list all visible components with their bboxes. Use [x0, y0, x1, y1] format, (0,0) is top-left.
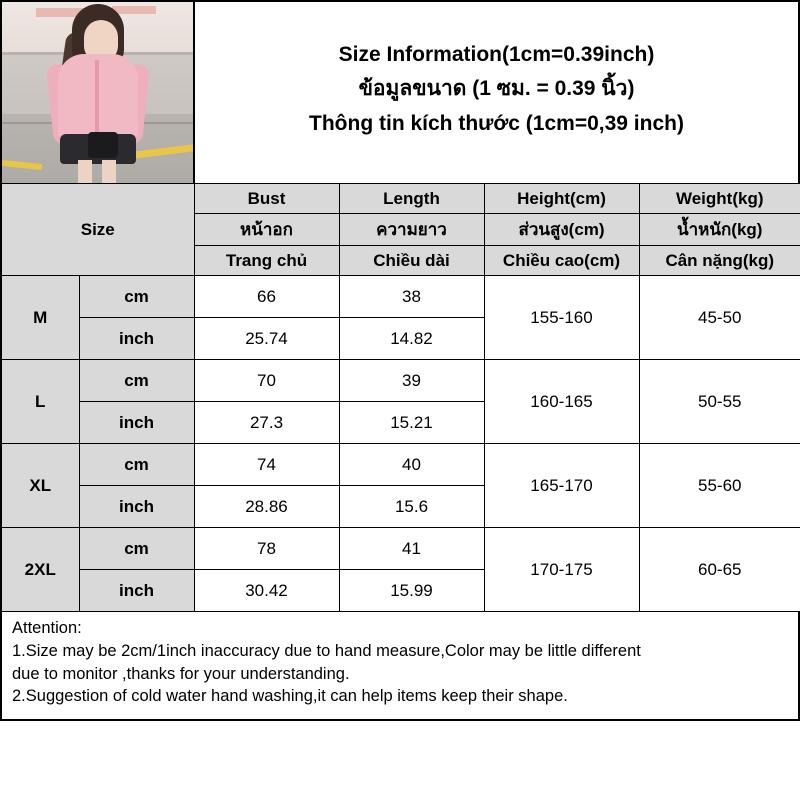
title-line-en: Size Information(1cm=0.39inch): [338, 43, 655, 67]
cell-weight: 55-60: [639, 444, 800, 528]
row-size-label: 2XL: [1, 528, 79, 612]
col-header-length-vi: Chiều dài: [339, 246, 484, 276]
row-unit-inch: inch: [79, 486, 194, 528]
cell-length-cm: 38: [339, 276, 484, 318]
cell-length-inch: 14.82: [339, 318, 484, 360]
col-header-weight-vi: Cân nặng(kg): [639, 246, 800, 276]
cell-length-cm: 40: [339, 444, 484, 486]
table-row: [1, 444, 800, 486]
cell-length-inch: 15.6: [339, 486, 484, 528]
cell-height: 155-160: [484, 276, 639, 360]
table-row: [1, 276, 800, 318]
photo-floor-marking: [2, 160, 42, 170]
header: [0, 0, 800, 183]
row-unit-inch: inch: [79, 570, 194, 612]
col-header-length-th: ความยาว: [339, 214, 484, 246]
product-photo: [2, 2, 195, 183]
cell-bust-cm: 78: [194, 528, 339, 570]
row-unit-inch: inch: [79, 402, 194, 444]
attention-block: [0, 612, 800, 721]
table-header-row-en: [1, 184, 800, 214]
model-leg-right: [102, 160, 116, 183]
row-size-label: L: [1, 360, 79, 444]
col-header-height-th: ส่วนสูง(cm): [484, 214, 639, 246]
attention-line-3: 2.Suggestion of cold water hand washing,it can help items keep their shape.: [12, 687, 568, 706]
photo-decor-stripe: [112, 6, 156, 14]
row-unit-cm: cm: [79, 360, 194, 402]
cell-bust-inch: 28.86: [194, 486, 339, 528]
title-block: [195, 2, 798, 183]
cell-length-cm: 39: [339, 360, 484, 402]
cell-weight: 60-65: [639, 528, 800, 612]
col-header-height-vi: Chiều cao(cm): [484, 246, 639, 276]
attention-line-2: due to monitor ,thanks for your understanding.: [12, 664, 350, 683]
table-row: [1, 360, 800, 402]
cell-weight: 50-55: [639, 360, 800, 444]
row-unit-cm: cm: [79, 528, 194, 570]
cell-bust-cm: 74: [194, 444, 339, 486]
model-handbag: [88, 132, 118, 158]
size-header-cell: Size: [1, 184, 194, 276]
col-header-weight-en: Weight(kg): [639, 184, 800, 214]
model-garment-placket: [95, 60, 99, 132]
row-unit-inch: inch: [79, 318, 194, 360]
row-size-label: M: [1, 276, 79, 360]
cell-height: 160-165: [484, 360, 639, 444]
col-header-height-en: Height(cm): [484, 184, 639, 214]
size-table: [0, 183, 800, 612]
col-header-length-en: Length: [339, 184, 484, 214]
title-line-vi: Thông tin kích thước (1cm=0,39 inch): [309, 111, 684, 135]
row-unit-cm: cm: [79, 444, 194, 486]
table-row: [1, 528, 800, 570]
cell-bust-inch: 27.3: [194, 402, 339, 444]
cell-length-cm: 41: [339, 528, 484, 570]
cell-height: 165-170: [484, 444, 639, 528]
col-header-weight-th: น้ำหนัก(kg): [639, 214, 800, 246]
attention-heading: Attention:: [12, 619, 82, 637]
col-header-bust-vi: Trang chủ: [194, 246, 339, 276]
row-unit-cm: cm: [79, 276, 194, 318]
attention-line-1: 1.Size may be 2cm/1inch inaccuracy due to hand measure,Color may be little different: [12, 641, 641, 660]
cell-bust-inch: 25.74: [194, 318, 339, 360]
cell-bust-inch: 30.42: [194, 570, 339, 612]
photo-background: [2, 2, 193, 183]
cell-bust-cm: 66: [194, 276, 339, 318]
col-header-bust-en: Bust: [194, 184, 339, 214]
cell-weight: 45-50: [639, 276, 800, 360]
cell-length-inch: 15.99: [339, 570, 484, 612]
row-size-label: XL: [1, 444, 79, 528]
cell-bust-cm: 70: [194, 360, 339, 402]
photo-floor-marking: [132, 144, 195, 159]
cell-length-inch: 15.21: [339, 402, 484, 444]
model-leg-left: [78, 160, 92, 183]
title-line-th: ข้อมูลขนาด (1 ซม. = 0.39 นิ้ว): [358, 77, 635, 101]
cell-height: 170-175: [484, 528, 639, 612]
col-header-bust-th: หน้าอก: [194, 214, 339, 246]
